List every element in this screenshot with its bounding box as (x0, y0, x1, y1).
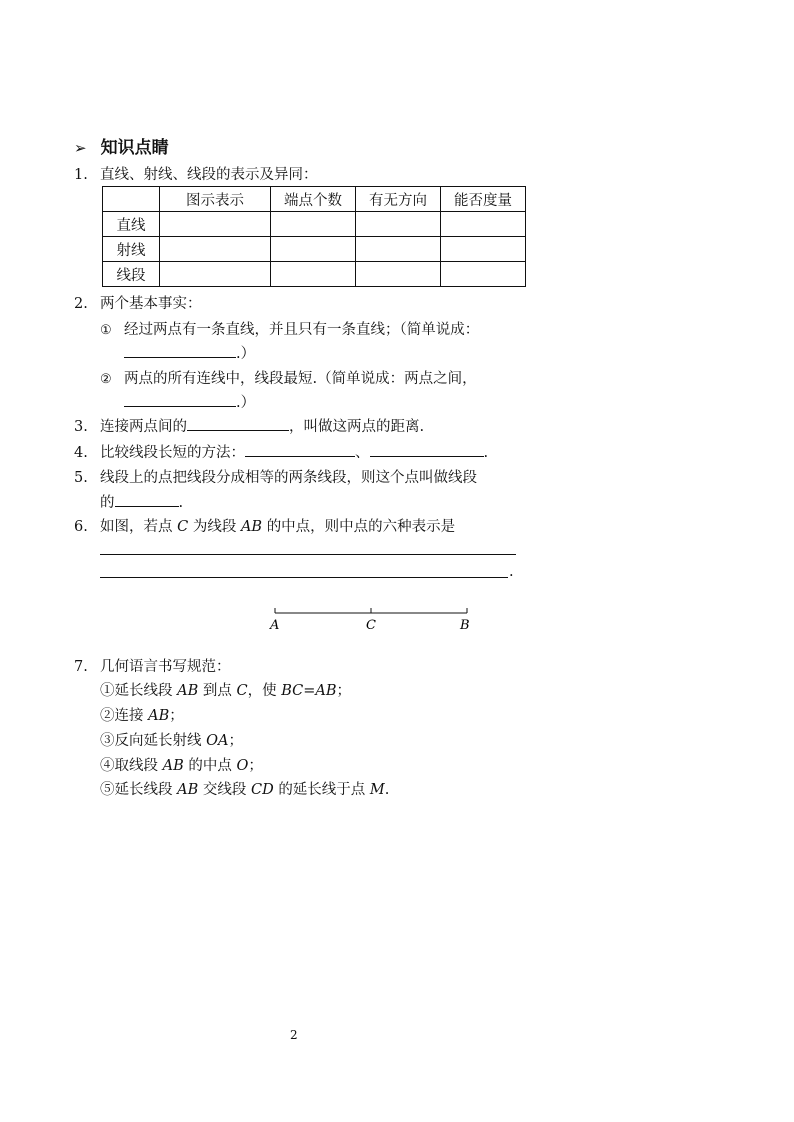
item-text: 两点的所有连线中，线段最短.（简单说成：两点之间， (124, 371, 477, 387)
table-header-cell: 图示表示 (160, 187, 271, 212)
item-text: 取线段 (114, 758, 158, 774)
item-text: 延长线段 (114, 683, 173, 699)
circled-number: ④ (100, 758, 115, 774)
item-number: 2. (74, 296, 88, 312)
table-row (103, 237, 526, 262)
page-number: 2 (290, 1028, 298, 1042)
row-label: 直线 (103, 212, 160, 237)
section-title: 知识点睛 (100, 138, 169, 158)
item-text: 到点 (202, 683, 232, 699)
table-cell[interactable] (441, 212, 526, 237)
item-text: 、 (355, 445, 370, 461)
point-label: C (177, 519, 189, 535)
table-header-cell: 能否度量 (441, 187, 526, 212)
label-a: A (270, 618, 280, 633)
item-text: 的中点，则中点的六种表示是 (266, 519, 456, 535)
item-7 (74, 655, 231, 676)
row-label: 线段 (103, 262, 160, 287)
item-2 (74, 292, 202, 313)
table-cell[interactable] (441, 262, 526, 287)
table-cell[interactable] (160, 212, 271, 237)
segment-label: AB (177, 782, 199, 798)
item-text: 如图，若点 (100, 519, 173, 535)
label-c: C (366, 618, 376, 633)
row-label: 射线 (103, 237, 160, 262)
item-1 (74, 163, 318, 184)
item-text: . (384, 782, 390, 798)
item-text: ； (336, 683, 351, 699)
circled-number: ① (100, 323, 112, 338)
table-cell[interactable] (160, 237, 271, 262)
item-text: . (483, 445, 489, 461)
answer-blank[interactable] (245, 442, 355, 457)
table-cell[interactable] (271, 212, 356, 237)
item-text: 为线段 (192, 519, 237, 535)
item-7-step-3 (100, 729, 243, 750)
table-cell[interactable] (356, 212, 441, 237)
item-5-answer (100, 491, 183, 512)
answer-blank[interactable] (124, 343, 236, 358)
table-header-row (103, 187, 526, 212)
ray-label: OA (206, 733, 229, 749)
answer-line[interactable] (100, 577, 508, 578)
table-header-cell: 端点个数 (271, 187, 356, 212)
point-label: O (236, 758, 249, 774)
item-6 (74, 515, 455, 536)
arrow-bullet-icon: ➢ (74, 139, 87, 157)
item-number: 1. (74, 167, 88, 183)
item-number: 6. (74, 519, 88, 535)
item-text: 经过两点有一条直线，并且只有一条直线；（简单说成： (124, 322, 480, 338)
table-cell[interactable] (271, 237, 356, 262)
item-number: 7. (74, 659, 88, 675)
table-header-cell: 有无方向 (356, 187, 441, 212)
item-text: .） (236, 395, 256, 411)
item-number: 3. (74, 419, 88, 435)
item-7-step-1 (100, 679, 351, 700)
item-text: 线段上的点把线段分成相等的两条线段，则这个点叫做线段 (100, 470, 477, 486)
item-text: 连接 (114, 708, 144, 724)
item-text: ； (248, 758, 263, 774)
item-5 (74, 466, 477, 487)
item-number: 5. (74, 470, 88, 486)
segment-label: AB (148, 708, 170, 724)
item-4 (74, 441, 488, 462)
label-b: B (460, 618, 470, 633)
circled-number: ② (100, 372, 112, 387)
item-3 (74, 415, 424, 436)
item-text: 延长线段 (114, 782, 173, 798)
point-label: C (236, 683, 248, 699)
item-text: 直线、射线、线段的表示及异同： (100, 167, 318, 183)
section-heading (74, 133, 169, 158)
item-2-sub-2-answer (124, 391, 255, 412)
answer-blank[interactable] (124, 392, 236, 407)
item-2-sub-1 (100, 318, 479, 339)
segment-label: AB (240, 519, 263, 535)
item-text: ； (169, 708, 184, 724)
item-text: 几何语言书写规范： (100, 659, 231, 675)
item-text: 的延长线于点 (278, 782, 366, 798)
item-2-sub-1-answer (124, 342, 255, 363)
item-text: 交线段 (202, 782, 247, 798)
comparison-table (102, 186, 526, 287)
table-cell[interactable] (160, 262, 271, 287)
item-text: ，使 (247, 683, 277, 699)
segment-label: CD (250, 782, 274, 798)
item-7-step-4 (100, 754, 263, 775)
item-7-step-5 (100, 778, 389, 799)
circled-number: ③ (100, 733, 115, 749)
circled-number: ① (100, 683, 115, 699)
answer-blank[interactable] (187, 416, 289, 431)
answer-line[interactable] (100, 554, 516, 555)
segment-label: AB (162, 758, 184, 774)
item-text: 的 (100, 495, 115, 511)
table-cell[interactable] (356, 262, 441, 287)
table-cell[interactable] (356, 237, 441, 262)
item-2-sub-2 (100, 367, 477, 388)
table-row (103, 262, 526, 287)
item-text: 反向延长射线 (114, 733, 202, 749)
item-text: ； (228, 733, 243, 749)
table-header-cell (103, 187, 160, 212)
item-number: 4. (74, 445, 88, 461)
item-7-step-2 (100, 704, 184, 725)
circled-number: ② (100, 708, 115, 724)
item-text: 连接两点间的 (100, 419, 187, 435)
table-cell[interactable] (271, 262, 356, 287)
table-row (103, 212, 526, 237)
answer-blank[interactable] (370, 442, 484, 457)
point-label: M (369, 782, 385, 798)
answer-blank[interactable] (115, 492, 179, 507)
item-text: 的中点 (188, 758, 232, 774)
item-text: .） (236, 346, 256, 362)
segment-figure (262, 600, 482, 636)
item-text: 比较线段长短的方法： (100, 445, 245, 461)
item-text: 两个基本事实： (100, 296, 202, 312)
item-text: ，叫做这两点的距离. (289, 419, 425, 435)
segment-label: AB (177, 683, 199, 699)
table-cell[interactable] (441, 237, 526, 262)
equation-label: BC=AB (281, 683, 337, 699)
answer-line-end: . (509, 564, 514, 580)
item-text: . (178, 495, 184, 511)
circled-number: ⑤ (100, 782, 115, 798)
